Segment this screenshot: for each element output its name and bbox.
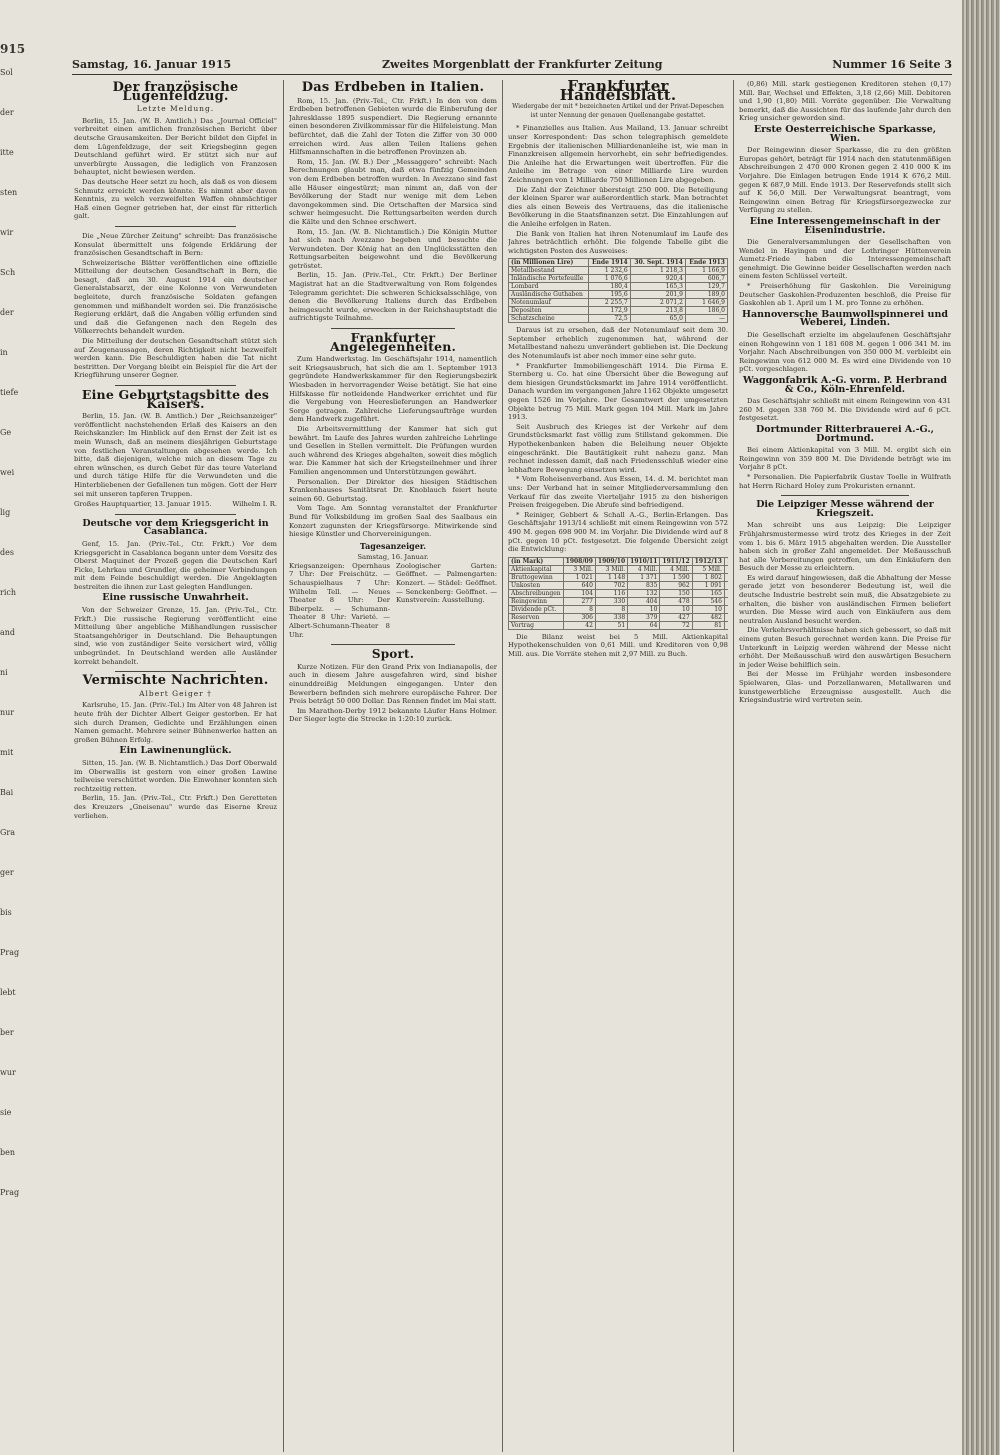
table-cell: 330 [595, 597, 627, 605]
edge-word: wur [0, 1068, 16, 1077]
page-header [72, 58, 952, 75]
table-cell: 1 076,6 [588, 275, 630, 283]
table-cell: 10 [692, 605, 724, 613]
divider [115, 226, 237, 227]
table-cell: 1 091 [692, 581, 724, 589]
table-cell: 72 [660, 621, 692, 629]
article-paragraph: * Personalien. Die Papierfabrik Gustav Toelle in Wülfrath hat Herrn Richard Holey zum Prokuristen ernannt. [739, 472, 951, 490]
article-paragraph: Die Bank von Italien hat ihren Notenumlauf im Laufe des Jahres beträchtlich erhöht. Die folgende Tabelle gibt die wichtigsten Posten des Ausweises: [508, 229, 728, 255]
table-cell: 186,0 [685, 307, 727, 315]
table-cell: 4 Mill. [660, 565, 692, 573]
article-paragraph: Bei der Messe im Frühjahr werden insbesondere Spielwaren, Glas- und Porzellanwaren, Metallwaren und kunstgewerbliche Erzeugnisse ausgestellt. Auch die Kriegsindustrie wird vertreten sein. [739, 670, 951, 705]
article-paragraph: Berlin, 15. Jan. (Priv.-Tel., Ctr. Frkft.) Den Geretteten des Kreuzers „Gneisenau" wurde das Eiserne Kreuz verliehen. [74, 794, 277, 820]
divider [115, 385, 237, 386]
table-cell: 172,9 [588, 307, 630, 315]
article-title: Deutsche vor dem Kriegsgericht in Casablanca. [82, 517, 269, 538]
table-cell: 1 166,9 [685, 267, 727, 275]
table-header-cell: (in Millionen Lire) [509, 259, 589, 267]
table-cell: Unkosten [509, 581, 564, 589]
article-title: Die Leipziger Messe während der Kriegszeit. [756, 499, 934, 519]
table-cell: 404 [628, 597, 660, 605]
table-row [509, 283, 728, 291]
table-cell: 10 [660, 605, 692, 613]
article-paragraph: Es wird darauf hingewiesen, daß die Abhaltung der Messe gerade jetzt von besonderer Bedeutung ist, weil die deutsche Industrie bestrebt sein muß, die Absatzgebiete zu erhalten, die bisher von ausländischen Firmen beliefert wurden. Die Messe wird auch von Einkäufern aus dem neutralen Ausland besucht werden. [739, 573, 951, 625]
table-cell: 3 Mill. [595, 565, 627, 573]
edge-word: Sch [0, 268, 16, 277]
article-title: Frankfurter Angelegenheiten. [329, 330, 457, 354]
table-cell: 42 [563, 621, 595, 629]
article-paragraph: Sitten, 15. Jan. (W. B. Nichtamtlich.) Das Dorf Oberwald im Oberwallis ist gestern von einer großen Lawine teilweise verschüttet worden. Die Einwohner konnten sich rechtzeitig retten. [74, 758, 277, 793]
table-cell: 180,4 [588, 283, 630, 291]
table-row [509, 299, 728, 307]
edge-word: nur [0, 708, 15, 717]
header-page: Nummer 16 Seite 3 [832, 58, 952, 71]
article-title: Der französische Lügenfeldzug. [112, 80, 239, 104]
table-row [509, 291, 728, 299]
table-cell: 1 021 [563, 573, 595, 581]
table-cell [724, 597, 728, 605]
table-cell: Ausländische Guthaben [509, 291, 589, 299]
article-paragraph: Die „Neue Zürcher Zeitung" schreibt: Das französische Konsulat übermittelt uns folgende Erklärung der französischen Gesandtschaft in Bern: [74, 231, 277, 258]
table-cell: Depositen [509, 307, 589, 315]
article-title: Vermischte Nachrichten. [82, 673, 269, 689]
edge-word: itte [0, 148, 14, 157]
signature-line [74, 500, 277, 509]
column-4 [739, 80, 951, 1448]
article-paragraph: Rom, 15. Jan. (Priv.-Tel., Ctr. Frkft.) In den von dem Erdbeben betroffenen Gebieten wurde die Einberufung der Jahresklasse 1895 suspendiert. Die Regierung ernannte einen besonderen Zivilkommissar für die Hilfeleistung. Man befürchtet, daß die Zahl der Toten die Ziffer von 30 000 erreichen wird. Aus allen Teilen Italiens gehen Hilfsmannschaften in die betroffenen Provinzen ab. [289, 96, 497, 157]
article-title: Ein Lawinenunglück. [119, 745, 232, 757]
edge-word: bis [0, 908, 12, 917]
article-paragraph: Die Generalversammlungen der Gesellschaften von Wendel in Hayingen und der Lothringer Hüttenverein Aumetz-Friede haben die Interessengemeinschaft genehmigt. Die Gewinne beider Gesellschaften werden nach einem festen Schlüssel verteilt. [739, 238, 951, 281]
article-paragraph: * Preiserhöhung für Gaskohlen. Die Vereinigung Deutscher Gaskohlen-Produzenten beschloß, die Preise für Gaskohlen ab 1. April um 1 M. pro Tonne zu erhöhen. [739, 282, 951, 308]
article-paragraph: * Vom Roheisenverband. Aus Essen, 14. d. M. berichtet man uns: Der Verband hat in seiner Mitgliederversammlung den Verkauf für das zweite Vierteljahr 1915 zu den bisherigen Preisen freigegeben. Die Abrufe sind befriedigend. [508, 475, 728, 510]
table-row [509, 597, 729, 605]
table-row [509, 307, 728, 315]
article-paragraph: Berlin, 15. Jan. (W. B. Amtlich.) Das „Journal Officiel" verbreitet einen amtlichen französischen Bericht über deutsche Grausamkeiten. Der Bericht bildet den Gipfel in dem Lügenfeldzuge, der seit Kriegsbeginn gegen Deutschland geführt wird. Er stützt sich nur auf unverbürgte Aussagen, die lediglich von Franzosen behauptet, nicht bewiesen werden. [74, 116, 277, 177]
table-cell: Reingewinn [509, 597, 564, 605]
signature-name: Wilhelm I. R. [232, 500, 277, 509]
edge-word: ber [0, 1028, 14, 1037]
article-title: Erste Oesterreichische Sparkasse, Wien. [753, 123, 937, 144]
table-cell [724, 613, 728, 621]
table-cell: Vortrag [509, 621, 564, 629]
table-cell: 189,0 [685, 291, 727, 299]
table-cell: 65,0 [630, 315, 685, 323]
table-cell: Notenumlauf [509, 299, 589, 307]
edge-page-number: 915 [0, 42, 26, 56]
article-paragraph: Die Verkehrsverhältnisse haben sich gebessert, so daß mit einem guten Besuch gerechnet werden kann. Die Preise für Unterkunft in Leipzig werden während der Messe nicht erhöht. Der Meßausschuß wird den auswärtigen Besuchern in jeder Weise behilflich sein. [739, 626, 951, 669]
table-header-cell: Ende 1914 [588, 259, 630, 267]
column-rule [283, 80, 284, 1452]
article-title: Dortmunder Ritterbrauerei A.-G., Dortmund. [756, 423, 934, 444]
article-paragraph: Bei einem Aktienkapital von 3 Mill. M. ergibt sich ein Reingewinn von 359 800 M. Die Dividende beträgt wie im Vorjahr 8 pCt. [739, 446, 951, 472]
article-paragraph: Die Arbeitsvermittlung der Kammer hat sich gut bewährt. Im Laufe des Jahres wurden zahlreiche Lehrlinge und Gesellen in Stellen vermittelt. Die Prüfungen wurden auch während des Krieges abgehalten, soweit dies möglich war. Die Kammer hat sich der Kriegsteilnehmer und ihrer Familien angenommen und Unterstützungen gewährt. [289, 424, 497, 476]
article-title: Sport. [371, 647, 415, 662]
company-table [508, 557, 728, 630]
table-cell [724, 605, 728, 613]
edge-word: Bai [0, 788, 14, 797]
table-cell: 306 [563, 613, 595, 621]
edge-word: der [0, 108, 14, 117]
edge-word: tiefe [0, 388, 19, 397]
edge-word: Ge [0, 428, 12, 437]
table-header-cell: 1912/13 [692, 557, 724, 565]
table-cell: 920,4 [630, 275, 685, 283]
article-paragraph: Genf, 15. Jan. (Priv.-Tel., Ctr. Frkft.) Vor dem Kriegsgericht in Casablanca begann unter dem Vorsitz des Oberst Maquinet der Prozeß gegen die Deutschen Karl Ficke, Lehrkau und Grundler, die geheimer Verbindungen mit dem Feinde beschuldigt werden. Die Angeklagten bestreiten die ihnen zur Last gelegten Handlungen. [74, 539, 277, 591]
table-cell: 8 [563, 605, 595, 613]
table-cell: 1 802 [692, 573, 724, 581]
edge-word: der [0, 308, 14, 317]
table-cell: 546 [692, 597, 724, 605]
edge-word: in [0, 348, 8, 357]
table-header-cell [724, 557, 728, 565]
table-cell: 10 [628, 605, 660, 613]
table-cell: 1 218,3 [630, 267, 685, 275]
article-paragraph: Im Marathon-Derby 1912 bekannte Läufer Hans Holmer. Der Sieger legte die Strecke in 1:20:10 zurück. [289, 706, 497, 724]
table-header-cell: 1908/09 [563, 557, 595, 565]
edge-word: wir [0, 228, 14, 237]
table-cell: Abschreibungen [509, 589, 564, 597]
edge-word: Sol [0, 68, 13, 77]
header-date: Samstag, 16. Januar 1915 [72, 58, 232, 71]
edge-word: and [0, 628, 16, 637]
article-title: Hannoversche Baumwollspinnerei und Weberei, Linden. [742, 308, 948, 329]
column-rule [733, 80, 734, 1452]
table-header-cell: 1911/12 [660, 557, 692, 565]
table-cell: Aktienkapital [509, 565, 564, 573]
divider [115, 671, 237, 672]
table-cell: 150 [660, 589, 692, 597]
article-paragraph: Der Reingewinn dieser Sparkasse, die zu den größten Europas gehört, beträgt für 1914 nach den statutenmäßigen Abschreibungen 2 470 000 Kronen gegen 2 410 000 K im Vorjahre. Die Einlagen betrugen Ende 1914 K 676,2 Mill. gegen K 687,9 Mill. Ende 1913. Der Reservefonds stellt sich auf K 56,0 Mill. Der Verwaltungsrat beantragt, vom Reingewinn einen Betrag für Kriegsfürsorgezwecke zur Verfügung zu stellen. [739, 146, 951, 215]
table-cell: Inländische Portefeuille [509, 275, 589, 283]
article-paragraph: Zum Handwerkstag. Im Geschäftsjahr 1914, namentlich seit Kriegsausbruch, hat sich die am 1. September 1913 gegründete Handwerkskammer für den Regierungsbezirk Wiesbaden in hervorragender Weise betätigt. Sie hat eine Hilfskasse für notleidende Handwerker errichtet und für die Vergebung von Heereslieferungen an Handwerker Sorge getragen. Zahlreiche Lieferungsaufträge wurden dem Handwerk zugeführt. [289, 355, 497, 424]
table-row [509, 605, 729, 613]
table-cell: 338 [595, 613, 627, 621]
table-cell [724, 581, 728, 589]
listing-left: Kriegsanzeigen: Opernhaus 7 Uhr: Der Freischütz. — Schauspielhaus 7 Uhr: Wilhelm Tell. — Neues Theater 8 Uhr: Der Biberpelz. — Schumann-Theater 8 Uhr: Varieté. — Albert-Schumann-Theater 8 Uhr. [289, 561, 390, 639]
table-cell: 72,5 [588, 315, 630, 323]
table-header-cell: 1909/10 [595, 557, 627, 565]
article-paragraph: Vom Tage. Am Sonntag veranstaltet der Frankfurter Bund für Volksbildung im großen Saal des Saalbaus ein Konzert zugunsten der Kriegsfürsorge. Mitwirkende sind hiesige Künstler und Chorvereinigungen. [289, 504, 497, 539]
table-cell: 1 646,9 [685, 299, 727, 307]
table-cell: Lombard [509, 283, 589, 291]
article-title: Waggonfabrik A.-G. vorm. P. Herbrand & Co., Köln-Ehrenfeld. [742, 375, 948, 395]
table-cell: 5 Mill. [692, 565, 724, 573]
edge-words [0, 64, 30, 1202]
edge-word: ni [0, 668, 8, 677]
signature-place: Großes Hauptquartier, 13. Januar 1915. [74, 500, 212, 509]
table-cell [724, 565, 728, 573]
table-cell: 132 [628, 589, 660, 597]
column-1 [74, 80, 277, 1448]
table-row [509, 275, 728, 283]
table-cell: 702 [595, 581, 627, 589]
table-cell: 64 [628, 621, 660, 629]
table-row [509, 565, 729, 573]
left-edge-column [0, 40, 30, 1450]
table-cell: 116 [595, 589, 627, 597]
column-2 [289, 80, 497, 1448]
edge-word: sten [0, 188, 18, 197]
table-cell: 1 371 [628, 573, 660, 581]
table-header-cell: (in Mark) [509, 557, 564, 565]
article-paragraph: Daraus ist zu ersehen, daß der Notenumlauf seit dem 30. September erheblich zugenommen hat, während der Metallbestand nahezu unverändert geblieben ist. Die Deckung des Notenumlaufs ist aber noch immer eine sehr gute. [508, 326, 728, 361]
table-cell: 165,3 [630, 283, 685, 291]
table-cell: 81 [692, 621, 724, 629]
table-cell: 129,7 [685, 283, 727, 291]
edge-word: mit [0, 748, 14, 757]
divider [331, 328, 456, 329]
table-cell: 2 255,7 [588, 299, 630, 307]
table-cell: 277 [563, 597, 595, 605]
table-cell: 1 232,6 [588, 267, 630, 275]
table-cell: 195,6 [588, 291, 630, 299]
article-paragraph: Das Geschäftsjahr schließt mit einem Reingewinn von 431 260 M. gegen 338 760 M. Die Dividende wird auf 6 pCt. festgesetzt. [739, 397, 951, 423]
table-cell: Metallbestand [509, 267, 589, 275]
table-row [509, 613, 729, 621]
table-cell: Dividende pCt. [509, 605, 564, 613]
article-paragraph: Karlsruhe, 15. Jan. (Priv.-Tel.) Im Alter von 48 Jahren ist heute früh der Dichter Albert Geiger gestorben. Er hat sich durch Dramen, Gedichte und Erzählungen einen Namen gemacht. Mehrere seiner Bühnenwerke hatten an großen Bühnen Erfolg. [74, 701, 277, 744]
table-header-cell: 30. Sept. 1914 [630, 259, 685, 267]
edge-word: des [0, 548, 14, 557]
table-row [509, 573, 729, 581]
article-paragraph: Rom, 15. Jan. (W. B. Nichtamtlich.) Die Königin Mutter hat sich nach Avezzano begeben und besuchte die Verwundeten. Der König hat an den Unglücksstätten den Rettungsarbeiten beigewohnt und die Bevölkerung getröstet. [289, 227, 497, 270]
edge-word: wei [0, 468, 15, 477]
table-cell: 104 [563, 589, 595, 597]
article-paragraph: Von der Schweizer Grenze, 15. Jan. (Priv.-Tel., Ctr. Frkft.) Die russische Regierung veröffentlicht eine Mitteilung über angebliche Mißhandlungen russischer Staatsangehöriger in Deutschland. Die Behauptungen sind, wie von zuständiger Seite versichert wird, völlig unbegründet. In Deutschland werden alle Ausländer korrekt behandelt. [74, 606, 277, 666]
table-cell: Reserven [509, 613, 564, 621]
edge-word: Prag [0, 948, 20, 957]
table-cell [724, 589, 728, 597]
table-cell: — [685, 315, 727, 323]
table-cell: 379 [628, 613, 660, 621]
edge-word: sie [0, 1108, 12, 1117]
article-title: Das Erdbeben in Italien. [301, 80, 485, 95]
table-cell: 1 148 [595, 573, 627, 581]
article-paragraph: Personalien. Der Direktor des hiesigen Städtischen Krankenhauses Sanitätsrat Dr. Knoblauch feiert heute seinen 60. Geburtstag. [289, 477, 497, 503]
article-paragraph: Rom, 15. Jan. (W. B.) Der „Messaggero" schreibt: Nach Berechnungen glaubt man, daß etwa fünfzig Gemeinden von dem Erdbeben betroffen wurden. In Avezzano sind fast alle Häuser eingestürzt; man nimmt an, daß von der Bevölkerung der Stadt nur wenige mit dem Leben davongekommen sind. Die Ortschaften der Marsica sind schwer heimgesucht. Die Rettungsarbeiten werden durch die Kälte und den Schnee erschwert. [289, 157, 497, 226]
header-edition: Zweites Morgenblatt der Frankfurter Zeitung [382, 58, 663, 71]
article-subtitle: Albert Geiger † [139, 688, 212, 698]
section-note: Wiedergabe der mit * bezeichneten Artikel und der Privat-Depeschen ist unter Nennung der genauen Quellenangabe gestattet. [512, 103, 724, 119]
table-cell: 962 [660, 581, 692, 589]
article-paragraph: * Frankfurter Immobiliengeschäft 1914. Die Firma E. Sternberg u. Co. hat eine Übersicht über die Bewegung auf dem hiesigen Grundstücksmarkt im Jahre 1914 veröffentlicht. Danach wurden im vergangenen Jahre 1162 Objekte umgesetzt gegen 1526 im Vorjahre. Der Gesamtwert der umgesetzten Objekte betrug 75 Mill. Mark gegen 104 Mill. Mark im Jahre 1913. [508, 361, 728, 422]
book-binding [962, 0, 1000, 1455]
column-3 [508, 80, 728, 1448]
table-cell: 51 [595, 621, 627, 629]
table-cell: 2 071,2 [630, 299, 685, 307]
listing-date: Samstag, 16. Januar. [357, 553, 429, 562]
article-paragraph: (0,86) Mill. stark gestiegenen Kreditoren stehen (0,17) Mill. Bar, Wechsel und Effekten, 3,18 (2,66) Mill. Debitoren und 1,90 (1,80) Mill. Vorräte gegenüber. Die Verwaltung bemerkt, daß die Aussichten für das laufende Jahr durch den Krieg unsicher geworden sind. [739, 80, 951, 123]
listing-columns [289, 562, 497, 639]
table-cell: Schatzscheine [509, 315, 589, 323]
table-cell: 4 Mill. [628, 565, 660, 573]
article-paragraph: Man schreibt uns aus Leipzig: Die Leipziger Frühjahrsmustermesse wird trotz des Krieges in der Zeit vom 1. bis 6. März 1915 abgehalten werden. Die Aussteller haben sich in großer Zahl angemeldet. Der Meßausschuß hat alle Vorbereitungen getroffen, um den Einkäufern den Besuch der Messe zu erleichtern. [739, 521, 951, 573]
article-title: Tagesanzeiger. [359, 540, 427, 551]
section-title: Frankfurter Handelsblatt. [559, 80, 677, 104]
table-header-cell: 1910/11 [628, 557, 660, 565]
article-paragraph: Das deutsche Heer setzt zu hoch, als daß es von diesem Schmutz erreicht werden könnte. Es nimmt aber davon Kenntnis, zu welch verzweifelten Waffen ohnmächtiger Haß einen Gegner getrieben hat, der einst für ritterlich galt. [74, 177, 277, 221]
table-cell: 8 [595, 605, 627, 613]
table-cell [724, 621, 728, 629]
table-row [509, 315, 728, 323]
article-paragraph: Berlin, 15. Jan. (W. B. Amtlich.) Der „Reichsanzeiger" veröffentlicht nachstehenden Erlaß des Kaisers an den Reichskanzler: Im Hinblick auf den Ernst der Zeit ist es mein Wunsch, daß an meinem diesjährigen Geburtstage von festlichen Veranstaltungen abgesehen werde. Ich bitte, daß diejenigen, welche mich an diesem Tage zu ehren wünschen, es durch Gebet für das teure Vaterland und durch tätige Hilfe für die Verwundeten und die Hinterbliebenen der Gefallenen tun mögen. Gott der Herr sei mit unseren tapferen Truppen. [74, 412, 277, 498]
table-cell: 482 [692, 613, 724, 621]
edge-word: rich [0, 588, 17, 597]
table-cell: 213,8 [630, 307, 685, 315]
table-cell: 835 [628, 581, 660, 589]
table-cell: 427 [660, 613, 692, 621]
divider [115, 514, 237, 515]
edge-word: lebt [0, 988, 16, 997]
table-cell: 640 [563, 581, 595, 589]
column-rule [502, 80, 503, 1452]
article-paragraph: Schweizerische Blätter veröffentlichen eine offizielle Mitteilung der deutschen Gesandtschaft in Bern, die besagt, daß am 30. August 1914 ein deutscher Generalstabsarzt, der eine Kolonne von Verwundeten begleitete, durch französische Soldaten gefangen genommen und mißhandelt worden sei. Die französische Regierung erklärt, daß die Angaben völlig erfunden sind und daß die Gefangenen nach den Regeln des Völkerrechts behandelt wurden. [74, 258, 277, 336]
table-row [509, 581, 729, 589]
table-cell: 165 [692, 589, 724, 597]
article-subtitle: Letzte Meldung. [136, 104, 215, 114]
edge-word: Gra [0, 828, 15, 837]
table-cell: 606,7 [685, 275, 727, 283]
article-title: Eine Interessengemeinschaft in der Eisenindustrie. [749, 215, 941, 236]
article-paragraph: Die Zahl der Zeichner übersteigt 250 000. Die Beteiligung der kleinen Sparer war außerordentlich stark. Man betrachtet dies als einen Beweis des Vertrauens, das die italienische Bevölkerung in die Staatsfinanzen setzt. Die Einzahlungen auf die Anleihe erfolgen in Raten. [508, 185, 728, 228]
article-paragraph: Die Gesellschaft erzielte im abgelaufenen Geschäftsjahr einen Rohgewinn von 1 181 608 M. gegen 1 006 341 M. im Vorjahr. Nach Abschreibungen von 350 000 M. verbleibt ein Reingewinn von 612 000 M. Es wird eine Dividende von 10 pCt. vorgeschlagen. [739, 331, 951, 374]
table-cell: 3 Mill. [563, 565, 595, 573]
divider [781, 495, 908, 496]
article-paragraph: Berlin, 15. Jan. (Priv.-Tel., Ctr. Frkft.) Der Berliner Magistrat hat an die Stadtverwaltung von Rom folgendes Telegramm gerichtet: Die schweren Schicksalsschläge, von denen die Bevölkerung Italiens durch das Erdbeben heimgesucht wurde, erwecken in der Reichshauptstadt die aufrichtigste Teilnahme. [289, 271, 497, 323]
divider [331, 644, 456, 645]
table-header-cell: Ende 1913 [685, 259, 727, 267]
table-row [509, 267, 728, 275]
table-cell [724, 573, 728, 581]
article-paragraph: Die Bilanz weist bei 5 Mill. Aktienkapital Hypothekenschulden von 0,61 Mill. und Kreditoren von 0,98 Mill. aus. Die Vorräte stehen mit 2,97 Mill. zu Buch. [508, 632, 728, 658]
table-cell: Bruttogewinn [509, 573, 564, 581]
table-cell: 1 590 [660, 573, 692, 581]
article-paragraph: Kurze Notizen. Für den Grand Prix von Indianapolis, der auch in diesem Jahre ausgefahren wird, sind bisher einunddreißig Meldungen eingegangen. Unter den Bewerbern befinden sich mehrere europäische Fahrer. Der Preis beträgt 50 000 Dollar. Das Rennen findet im Mai statt. [289, 662, 497, 706]
article-title: Eine russische Unwahrheit. [102, 592, 249, 604]
table-cell: 201,9 [630, 291, 685, 299]
article-paragraph: * Finanzielles aus Italien. Aus Mailand, 13. Januar schreibt unser Korrespondent: Das schon telegraphisch gemeldete Ergebnis der italienischen Milliardenanleihe ist, wie man in Finanzkreisen allgemein hervorhebt, ein sehr befriedigendes. Die Anleihe hat die Erwartungen weit übertroffen. Für die Anleihe im Betrage von einer Milliarde Lire wurden Zeichnungen von 1 Milliarde 750 Millionen Lire abgegeben. [508, 124, 728, 184]
table-cell: 478 [660, 597, 692, 605]
article-paragraph: Die Mitteilung der deutschen Gesandtschaft stützt sich auf Zeugenaussagen, deren Richtigkeit nicht bezweifelt werden kann. Die Beschuldigten haben die Tat nicht bestritten. Der Vorgang bleibt ein Beispiel für die Art der Kriegführung unserer Gegner. [74, 337, 277, 380]
table-row [509, 621, 729, 629]
edge-word: ger [0, 868, 14, 877]
article-title: Eine Geburtstagsbitte des Kaisers. [81, 387, 270, 411]
article-paragraph: * Reiniger, Gebbert & Schall A.-G., Berlin-Erlangen. Das Geschäftsjahr 1913/14 schließt mit einem Reingewinn von 572 490 M. gegen 698 900 M. im Vorjahr. Die Dividende wird auf 8 pCt. gegen 10 pCt. festgesetzt. Die folgende Übersicht zeigt die Entwicklung: [508, 510, 728, 554]
bank-table [508, 258, 728, 323]
edge-word: ben [0, 1148, 16, 1157]
edge-word: Prag [0, 1188, 20, 1197]
article-paragraph: Seit Ausbruch des Krieges ist der Verkehr auf dem Grundstücksmarkt fast völlig zum Stillstand gekommen. Die Hypothekenbanken haben die Beleihung neuer Objekte eingeschränkt. Die Bautätigkeit ruht nahezu ganz. Man rechnet indessen damit, daß nach Friedensschluß wieder eine lebhaftere Bewegung einsetzen wird. [508, 422, 728, 474]
table-row [509, 589, 729, 597]
listing-right: Zoologischer Garten: Geöffnet. — Palmengarten: Konzert. — Städel: Geöffnet. — Senckenberg: Geöffnet. — Kunstverein: Ausstellung. [396, 561, 497, 605]
edge-word: lig [0, 508, 11, 517]
